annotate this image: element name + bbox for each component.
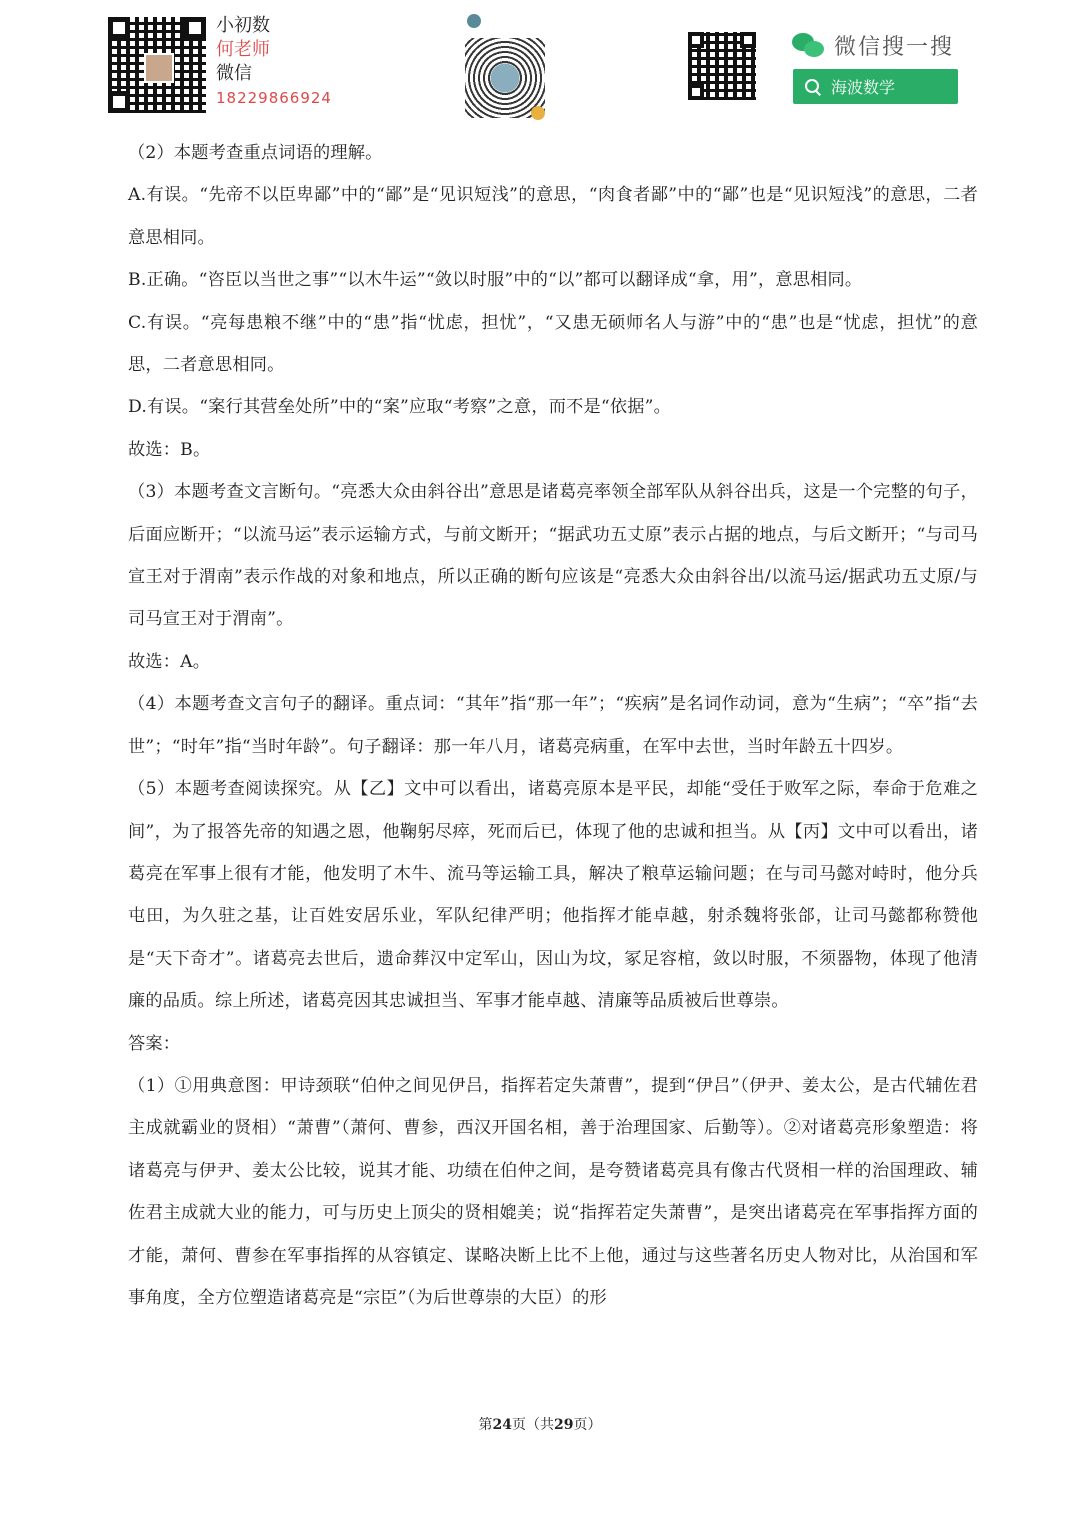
page-footer [0, 1414, 1080, 1434]
contact-line-3: 微信 [216, 63, 252, 84]
contact-line-1: 小初数 [216, 15, 270, 36]
wechat-search-label: 微信搜一搜 [834, 35, 955, 60]
mini-program-badge-icon [531, 106, 545, 120]
paragraph: （2）本题考查重点词语的理解。 [128, 143, 383, 163]
mini-program-code [463, 14, 547, 122]
paragraph: D.有误。“案行其营垒处所”中的“案”应取“考察”之意，而不是“依据”。 [128, 397, 672, 418]
mini-program-qr-icon [465, 38, 545, 118]
wechat-search-title [792, 30, 954, 61]
paragraph: （5）本题考查阅读探究。从【乙】文中可以看出，诸葛亮原本是平民，却能“受任于败军之际，奉命于危难之间”，为了报答先帝的知遇之恩，他鞠躬尽瘁，死而后已，体现了他的忠诚和担当。从【丙】文中可以看出，诸葛亮在军事上很有才能，他发明了木牛、流马等运输工具，解决了粮草运输问题；在与司马懿对峙时，他分兵屯田，为久驻之基，让百姓安居乐业，军队纪律严明；他指挥才能卓越，射杀魏将张郃，让司马懿都称赞他是“天下奇才”。诸葛亮去世后，遗命葬汉中定军山，因山为坟，冢足容棺，敛以时服，不须器物，体现了他清廉的品质。综上所述，诸葛亮因其忠诚担当、军事才能卓越、清廉等品质被后世尊崇。 [128, 779, 978, 1012]
paragraph: 故选：A。 [128, 651, 211, 672]
footer-prefix: 第 [478, 1417, 493, 1433]
mini-program-logo-icon [467, 14, 481, 28]
footer-suffix: 页） [573, 1417, 602, 1433]
paragraph: （3）本题考查文言断句。“亮悉大众由斜谷出”意思是诸葛亮率领全部军队从斜谷出兵，这是一个完整的句子，后面应断开；“以流马运”表示运输方式，与前文断开；“据武功五丈原”表示占据的地点，与后文断开；“与司马宣王对于渭南”表示作战的对象和地点，所以正确的断句应该是“亮悉大众由斜谷出/以流马运/据武功五丈原/与司马宣王对于渭南”。 [128, 482, 978, 630]
contact-info [216, 14, 332, 110]
wechat-search-term: 海波数学 [831, 78, 896, 97]
page-header [0, 0, 1080, 125]
paragraph: A.有误。“先帝不以臣卑鄙”中的“鄙”是“见识短浅”的意思，“肉食者鄙”中的“鄙”也是“见识短浅”的意思，二者意思相同。 [128, 185, 978, 248]
wechat-qr-code [688, 32, 756, 100]
teacher-qr-code [108, 17, 206, 113]
wechat-search-box[interactable] [793, 69, 958, 104]
current-page-number: 24 [492, 1417, 512, 1433]
paragraph: （1）①用典意图：甲诗颈联“伯仲之间见伊吕，指挥若定失萧曹”，提到“伊吕”（伊尹、姜太公，是古代辅佐君主成就霸业的贤相）“萧曹”（萧何、曹参，西汉开国名相，善于治理国家、后勤等）。②对诸葛亮形象塑造：将诸葛亮与伊尹、姜太公比较，说其才能、功绩在伯仲之间，是夸赞诸葛亮具有像古代贤相一样的治国理政、辅佐君主成就大业的能力，可与历史上顶尖的贤相媲美；说“指挥若定失萧曹”，是突出诸葛亮在军事指挥方面的才能，萧何、曹参在军事指挥的从容镇定、谋略决断上比不上他，通过与这些著名历史人物对比，从治国和军事角度，全方位塑造诸葛亮是“宗臣”（为后世尊崇的大臣）的形 [128, 1075, 978, 1308]
document-body [128, 132, 978, 1319]
footer-middle: 页（共 [512, 1417, 554, 1433]
teacher-avatar [144, 53, 174, 83]
wechat-icon [792, 33, 826, 59]
paragraph: C.有误。“亮每患粮不继”中的“患”指“忧虑，担忧”，“又患无硕师名人与游”中的“患”也是“忧虑，担忧”的意思，二者意思相同。 [128, 312, 978, 376]
contact-line-2: 何老师 [216, 39, 270, 60]
paragraph: 故选：B。 [128, 439, 211, 460]
contact-phone: 18229866924 [216, 89, 332, 107]
paragraph: B.正确。“咨臣以当世之事”“以木牛运”“敛以时服”中的“以”都可以翻译成“拿，用”，意思相同。 [128, 270, 863, 291]
total-pages-number: 29 [554, 1417, 574, 1433]
paragraph: 答案： [128, 1033, 181, 1054]
search-icon [805, 79, 821, 95]
paragraph: （4）本题考查文言句子的翻译。重点词：“其年”指“那一年”；“疾病”是名词作动词，意为“生病”；“卒”指“去世”；“时年”指“当时年龄”。句子翻译：那一年八月，诸葛亮病重，在军中去世，当时年龄五十四岁。 [128, 694, 978, 757]
